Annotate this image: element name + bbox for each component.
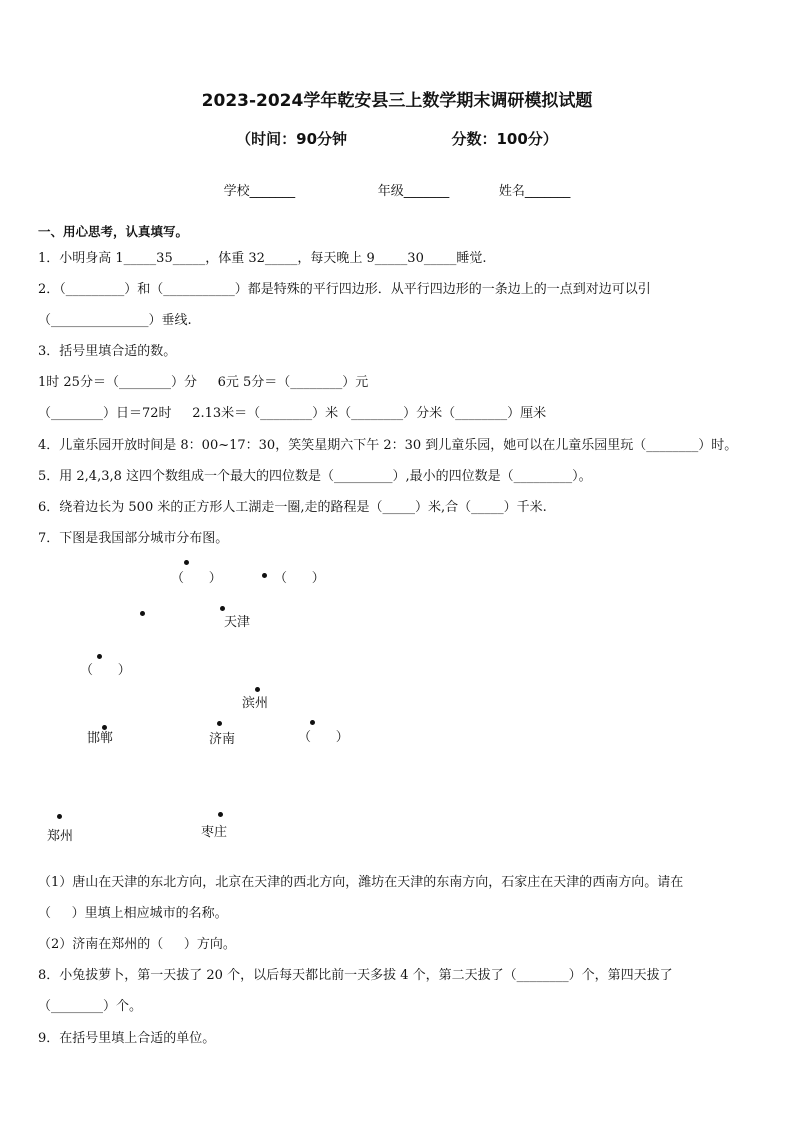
question-1: 1．小明身高 1_____35_____，体重 32_____，每天晚上 9_____30_____睡觉.: [38, 251, 487, 266]
map-dot-jinan: [217, 721, 222, 726]
question-5: 5．用 2,4,3,8 这四个数组成一个最大的四位数是（_________）,最小的四位数是（_________）。: [38, 469, 592, 484]
page-title: 2023-2024学年乾安县三上数学期末调研模拟试题: [201, 91, 593, 111]
map-blank: （ ）: [171, 571, 222, 586]
map-blank: （ ）: [80, 663, 131, 678]
question-2-continued: （_______________）垂线.: [38, 313, 192, 328]
map-dot-zhengzhou: [57, 814, 62, 819]
question-7-part-2: （2）济南在郑州的（ ）方向。: [38, 937, 236, 952]
question-3-part-a: 1时 25分＝（________）分 6元 5分＝（________）元: [38, 375, 369, 390]
map-dot: [184, 560, 189, 565]
map-dot: [262, 573, 267, 578]
map-blank: （ ）: [298, 730, 349, 745]
question-7-part-1-continued: （ ）里填上相应城市的名称。: [38, 906, 228, 921]
map-label-zhengzhou: 郑州: [47, 829, 74, 844]
map-label-zaozhuang: 枣庄: [201, 825, 228, 840]
map-label-jinan: 济南: [209, 732, 236, 747]
question-7-part-1: （1）唐山在天津的东北方向，北京在天津的西北方向，潍坊在天津的东南方向，石家庄在天津的西南方向。请在: [38, 875, 684, 890]
question-6: 6．绕着边长为 500 米的正方形人工湖走一圈,走的路程是（_____）米,合（_____）千米.: [38, 500, 547, 515]
question-2: 2．（_________）和（___________）都是特殊的平行四边形．从平行四边形的一条边上的一点到对边可以引: [38, 282, 651, 297]
question-8: 8．小兔拔萝卜，第一天拔了 20 个，以后每天都比前一天多拔 4 个，第二天拔了（________）个，第四天拔了: [38, 968, 673, 983]
question-3: 3．括号里填合适的数。: [38, 344, 177, 359]
student-info-line: 学校_______ 年级_______ 姓名_______: [223, 184, 571, 199]
city-map: [40, 555, 400, 855]
map-label-binzhou: 滨州: [242, 696, 269, 711]
map-blank: （ ）: [274, 571, 325, 586]
question-8-continued: （________）个。: [38, 999, 143, 1014]
map-label-tianjin: 天津: [224, 615, 251, 630]
question-3-part-b: （________）日＝72时 2.13米＝（________）米（________）分米（________）厘米: [38, 406, 547, 421]
exam-time-score: （时间：90分钟 分数：100分）: [236, 130, 558, 148]
map-dot-zaozhuang: [218, 812, 223, 817]
map-label-handan: 邯郸: [87, 731, 114, 746]
question-4: 4．儿童乐园开放时间是 8：00~17：30，笑笑星期六下午 2：30 到儿童乐园，她可以在儿童乐园里玩（________）时。: [38, 438, 738, 453]
map-dot: [140, 611, 145, 616]
map-dot: [310, 720, 315, 725]
section-heading: 一、用心思考，认真填写。: [38, 224, 189, 239]
question-9: 9．在括号里填上合适的单位。: [38, 1031, 216, 1046]
question-7: 7．下图是我国部分城市分布图。: [38, 531, 229, 546]
